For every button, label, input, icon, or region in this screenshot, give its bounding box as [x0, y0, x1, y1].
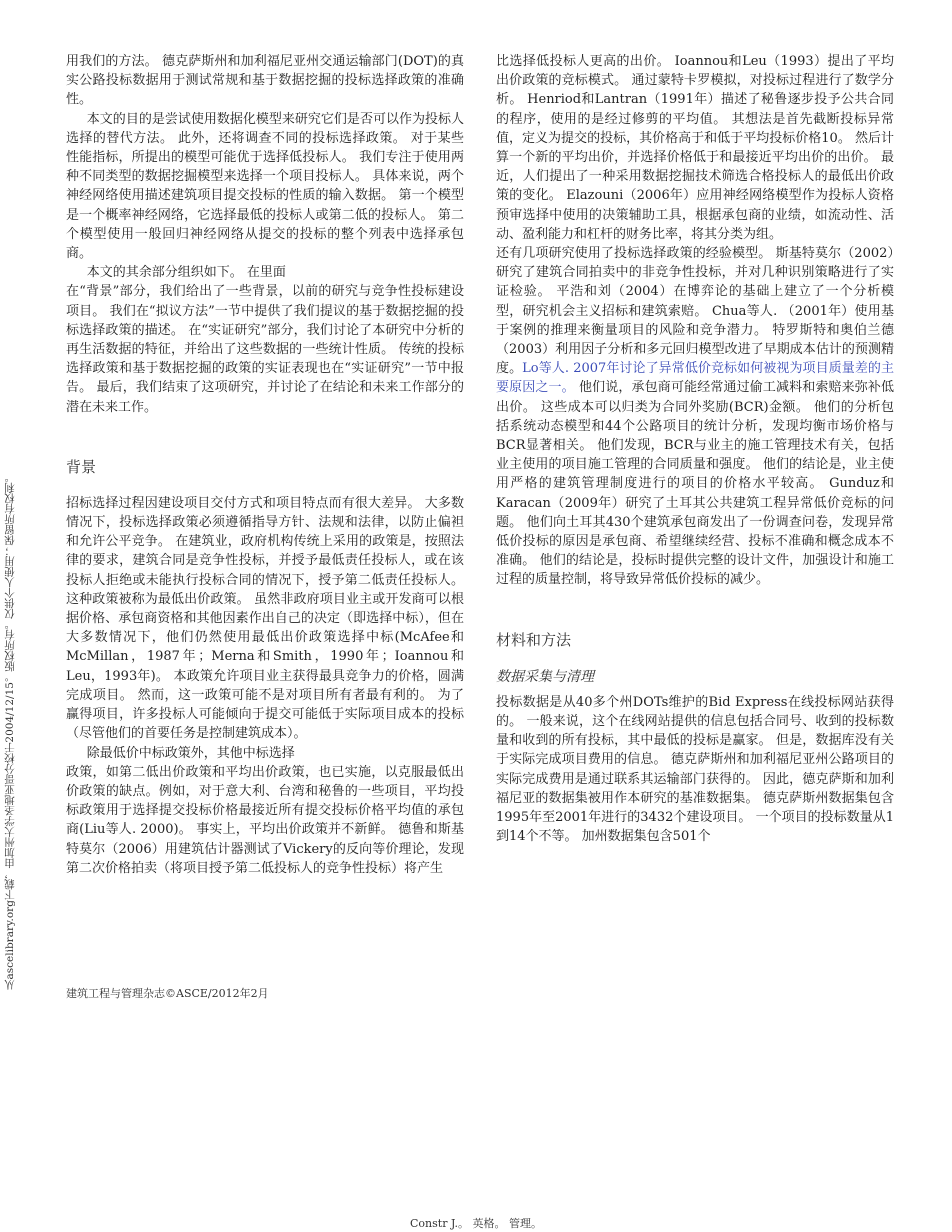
download-notice: 从ascelibrary.org下载，由加州大学圣地亚哥分校于2004/12/15。版权所有。仅供个人使用；保留所有权利。	[4, 472, 16, 990]
page-footer: Constr J.。 英格。 管理。	[410, 1217, 542, 1230]
paragraph: 本文的其余部分组织如下。 在里面	[86, 265, 286, 281]
paragraph: 政策，如第二低出价政策和平均出价政策，也已实施，以克服最低出价政策的缺点。例如，对于意大利、台湾和秘鲁的一些项目，平均投标政策用于选择提交投标价格最接近所有提交投标价格平均值的承包商(Liu等人. 2000)。 事实上，平均出价政策并不新鲜。 德鲁和斯基特莫尔（2006）用建筑估计器测试了Vickery的反向等价理论，发现第二次价格拍卖（将项目授予第二低投标人的竞争性投标）将产生	[66, 764, 464, 876]
paragraph: 投标数据是从40多个州DOTs维护的Bid Express在线投标网站获得的。 一般来说，这个在线网站提供的信息包括合同号、收到的投标数量和收到的所有投标，其中最低的投标是赢家。 但是，数据库没有关于实际完成项目费用的信息。 德克萨斯州和加利福尼亚州公路项目的实际完成费用是通过联系其运输部门获得的。 因此，德克萨斯和加利福尼亚的数据集被用作本研究的基准数据集。 德克萨斯州数据集包含1995年至2001年进行的3432个建设项目。 一个项目的投标数量从1到14个不等。 加州数据集包含501个	[496, 694, 894, 845]
paragraph-text: 还有几项研究使用了投标选择政策的经验模型。 斯基特莫尔（2002）研究了建筑合同拍卖中的非竞争性投标，并对几种识别策略进行了实证检验。 平浩和刘（2004）在博弈论的基础上建立了一个分析模型，研究机会主义招标和建筑索赔。 Chua等人. （2001年）使用基于案例的推理来衡量项目的风险和竞争潜力。 特罗斯特和奥伯兰德（2003）利用因子分析和多元回归模型改进了早期成本估计的预测精度。	[496, 246, 894, 377]
section-heading-methods: 材料和方法	[496, 630, 572, 649]
paragraph: 招标选择过程因建设项目交付方式和项目特点而有很大差异。 大多数情况下，投标选择政策必须遵循指导方针、法规和法律，以防止偏袒和允许公平竞争。 在建筑业，政府机构传统上采用的政策是，按照法律的要求，建筑合同是竞争性投标，并授予最低责任投标人，或在该投标人拒绝或未能执行投标合同的情况下，授予第二低责任投标人。 这种政策被称为最低出价政策。 虽然非政府项目业主或开发商可以根据价格、承包商资格和其他因素作出自己的决定（即选择中标），但在大多数情况下，他们仍然使用最低出价政策选择中标(McAfee和McMillan，1987年；Merna和Smith，1990年；Ioannou和Leu，1993年)。 本政策允许项目业主获得最具竞争力的价格，圆满完成项目。 然而，这一政策可能不是对项目所有者最有利的。 为了赢得项目，许多投标人可能倾向于提交可能低于实际项目成本的投标（尽管他们的首要任务是控制建筑成本）。	[66, 495, 464, 742]
right-column	[496, 52, 894, 846]
paragraph-text: 他们说，承包商可能经常通过偷工减料和索赔来弥补低出价。 这些成本可以归类为合同外奖励(BCR)金额。 他们的分析包括系统动态模型和44个公路项目的统计分析，发现均衡市场价格与BCR显著相关。 他们发现，BCR与业主的施工管理技术有关，包括业主使用的项目施工管理的合同质量和强度。 他们的结论是，业主使用严格的建筑管理制度进行的项目的价格水平较高。 Gunduz和Karacan（2009年）研究了土耳其公共建筑工程异常低价竞标的问题。 他们向土耳其430个建筑承包商发出了一份调查问卷，发现异常低价投标的原因是承包商、希望继续经营、投标不准确和概念成本不准确。 他们的结论是，投标时提供完整的设计文件，加强设计和施工过程的质量控制，将导致异常低价投标的减少。	[496, 380, 894, 588]
citation-link[interactable]: Lo等人. 2007年讨论了异常低价竞标如何被视为项目质量差的主要原因之一。	[496, 361, 894, 396]
subsection-heading-data: 数据采集与清理	[496, 668, 594, 685]
paragraph: 除最低价中标政策外，其他中标选择	[86, 745, 295, 761]
paragraph: 本文的目的是尝试使用数据化模型来研究它们是否可以作为投标人选择的替代方法。 此外，还将调查不同的投标选择政策。 对于某些性能指标，所提出的模型可能优于选择低投标人。 我们专注于使用两种不同类型的数据挖掘模型来选择一个项目投标人。 具体来说，两个神经网络使用描述建筑项目提交投标的性质的输入数据。 第一个模型是一个概率神经网络，它选择最低的投标人或第二低的投标人。 第二个模型使用一般回归神经网络从提交的投标的整个列表中选择承包商。	[66, 111, 464, 262]
left-column	[66, 52, 464, 878]
section-heading-background: 背景	[66, 457, 97, 476]
paragraph: 用我们的方法。 德克萨斯州和加利福尼亚州交通运输部门(DOT)的真实公路投标数据用于测试常规和基于数据挖掘的投标选择政策的准确性。	[66, 54, 464, 108]
paragraph	[496, 244, 894, 590]
journal-footer: 建筑工程与管理杂志©ASCE/2012年2月	[66, 987, 269, 1000]
paragraph: 在“背景”部分，我们给出了一些背景，以前的研究与竞争性投标建设项目。 我们在“拟议方法”一节中提供了我们提议的基于数据挖掘的投标选择政策的描述。 在“实证研究”部分，我们讨论了本研究中分析的再生活数据的特征，并给出了这些数据的一些统计性质。 传统的投标选择政策和基于数据挖掘的政策的实证表现也在“实证研究”一节中报告。 最后，我们结束了这项研究，并讨论了在结论和未来工作部分的潜在未来工作。	[66, 284, 464, 415]
paragraph: 比选择低投标人更高的出价。 Ioannou和Leu（1993）提出了平均出价政策的竞标模式。 通过蒙特卡罗模拟，对投标过程进行了数学分析。 Henriod和Lantran（1991年）描述了秘鲁逐步投予公共合同的程序，使用的是经过修剪的平均值。 其想法是首先截断投标异常值，定义为提交的投标，其价格高于和低于平均投标价格10。 然后计算一个新的平均出价，并选择价格低于和最接近平均出价的出价。 最近，人们提出了一种采用数据挖掘技术筛选合格投标人的最低出价政策的变化。 Elazouni（2006年）应用神经网络模型作为投标人资格预审选择中使用的决策辅助工具，根据承包商的业绩，如流动性、活动、盈利能力和杠杆的财务比率，将其分类为组。	[496, 54, 894, 242]
